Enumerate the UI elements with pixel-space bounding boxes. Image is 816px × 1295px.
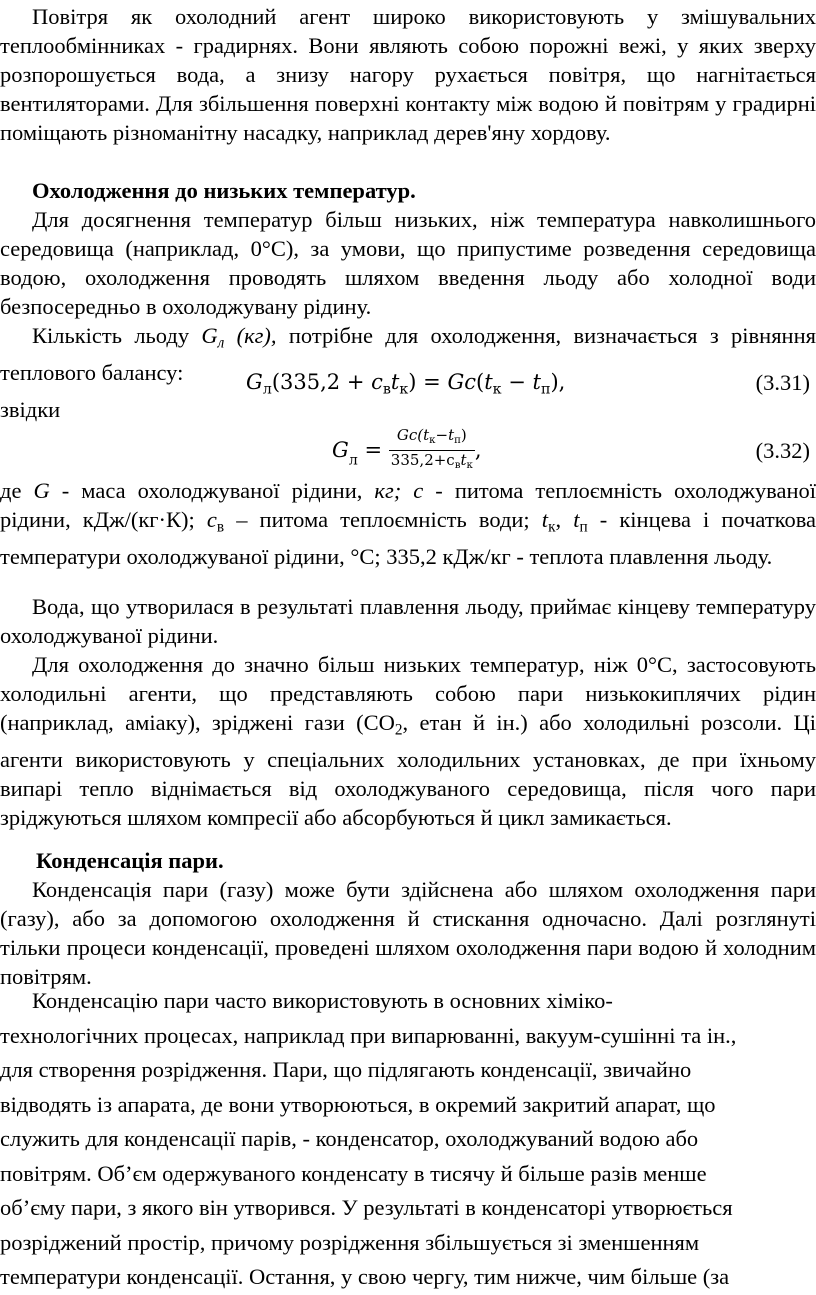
text: , (555, 507, 574, 532)
text-line: об’єму пари, з якого він утворився. У результаті в конденсаторі утворюється (0, 1195, 733, 1220)
word-zvidky: звідки (0, 397, 61, 422)
symbol: c (206, 507, 217, 532)
text: ) (460, 426, 467, 444)
subscript: п (540, 381, 551, 398)
subscript: п (454, 435, 461, 447)
heading-low-temperature-cooling: Охолодження до низьких температур. (32, 178, 416, 203)
text: ) = (408, 370, 448, 394)
subscript: в (454, 460, 461, 472)
text-line: технологічних процесах, наприклад при випарюванні, вакуум-сушінні та ін., (0, 1022, 737, 1048)
symbol: G (332, 438, 349, 463)
text: ( (475, 370, 485, 394)
paragraph-condenser-usage (0, 984, 816, 1295)
subscript: к (548, 518, 556, 536)
symbol: t (541, 507, 549, 532)
text: кг; с (374, 478, 424, 503)
fraction (389, 426, 475, 475)
numerator (389, 426, 475, 451)
subscript: к (399, 381, 409, 398)
text: де (0, 478, 34, 503)
equation-number: (3.31) (755, 370, 810, 395)
subscript: к (492, 381, 502, 398)
symbol: G (246, 370, 263, 394)
subscript: л (348, 452, 358, 469)
equation-number: (3.32) (755, 438, 810, 463)
text: − (501, 370, 533, 394)
equation-3-32-expression (332, 426, 482, 476)
paragraph-condensation-methods: Конденсація пари (газу) може бути здійснена або шляхом охолодження пари (газу), або за допомогою охолодження й стискання одночасно. Далі розглянуті тільки процеси конденсації, проведені шляхом охолодження пари водою й холодним повітрям. (0, 877, 816, 989)
symbol: t (532, 370, 541, 394)
symbol: G (33, 478, 50, 503)
text: - маса охолоджуваної рідини, (49, 478, 375, 503)
equation-3-32 (0, 420, 816, 478)
text: Кількість льоду (32, 323, 202, 348)
symbol: c (371, 370, 383, 394)
text-line: розріджений простір, причому розрідження збільшується зі зменшенням (0, 1229, 700, 1255)
heading-vapor-condensation: Конденсація пари. (36, 848, 224, 873)
text: = (357, 438, 389, 463)
subscript: к (429, 435, 436, 447)
denominator (389, 451, 475, 475)
text-line: для створення розрідження. Пари, що підлягають конденсації, звичайно (0, 1057, 692, 1082)
symbol: t (390, 370, 400, 394)
text: −t (435, 426, 455, 444)
text: , (474, 438, 482, 463)
subscript: л (262, 381, 272, 398)
subscript: в (382, 381, 391, 398)
paragraph-ice-cooling: Для досягнення температур більш низьких, ніж температура навколишнього середовища (наприклад, 0°С), за умови, що припустиме розведення середовища водою, охолодження проводять шляхом введення льоду або холодної води безпосередньо в охолоджувану рідину. (0, 207, 816, 319)
text-line: повітрям. Об’єм одержуваного конденсату в тисячу й більше разів менше (0, 1160, 707, 1186)
text: ), (550, 370, 566, 394)
text: потрібне для охолодження, визначається з рівняння теплового балансу: (0, 323, 816, 385)
text-line: служить для конденсації парів, - конденсатор, охолоджуваний водою або (0, 1126, 699, 1151)
symbol: Gc (447, 370, 476, 394)
subscript: в (216, 518, 225, 536)
symbol-g (201, 323, 277, 352)
text-line: Конденсацію пари часто використовують в основних хіміко- (32, 988, 613, 1013)
text: (кг), (224, 323, 277, 348)
symbol: t (573, 507, 580, 532)
subscript: л (217, 334, 225, 352)
text: , етан й ін.) або холодильні розсоли. Ці агенти використовують у спеціальних холодильних установках, де при їхньому випарі тепло віднімається від охолоджуваного середовища, після чого пари зріджуються шляхом компресії або абсорбуються й цикл замикається. (0, 710, 816, 830)
text: – питома теплоємність води; (224, 507, 542, 532)
subscript: 2 (394, 721, 403, 739)
paragraph-refrigerants (0, 650, 816, 832)
text: G (201, 323, 218, 348)
text-line: температури конденсації. Остання, у свою чергу, тим нижче, чим більше (за (0, 1264, 730, 1289)
subscript: к (466, 460, 473, 472)
text: (335,2 + (271, 370, 372, 394)
text: Gc(t (396, 426, 430, 444)
subscript: п (579, 518, 588, 536)
paragraph-variable-definitions (0, 476, 816, 571)
paragraph-cooling-towers: Повітря як охолодний агент широко використовують у змішувальних теплообмінниках - градирнях. Вони являють собою порожні вежі, у яких зверху розпорошується вода, а знизу нагору рухається повітря, що нагнітається вентиляторами. Для збільшення поверхні контакту між водою й повітрям у градирні поміщають різноманітну насадку, наприклад дерев'яну хордову. (0, 4, 816, 145)
text: t (460, 451, 467, 470)
symbol: t (484, 370, 493, 394)
text: - питома теплоємність охолоджуваної рідини, кДж/(кг·К); (0, 478, 816, 532)
text-line: відводять із апарата, де вони утворюються, в окремий закритий апарат, що (0, 1091, 716, 1117)
text: Для охолодження до значно більш низьких температур, ніж 0°С, застосовують холодильні агенти, що представляють собою пари низькокиплячих рідин (наприклад, аміаку), зріджені гази (СО (0, 652, 816, 735)
text: 335,2+c (390, 451, 455, 470)
paragraph-melted-water: Вода, що утворилася в результаті плавлення льоду, приймає кінцеву температуру охолоджуваної рідини. (0, 594, 816, 648)
text: - кінцева і початкова температури охолоджуваної рідини, °С; 335,2 кДж/кг - теплота плавлення льоду. (0, 507, 816, 569)
